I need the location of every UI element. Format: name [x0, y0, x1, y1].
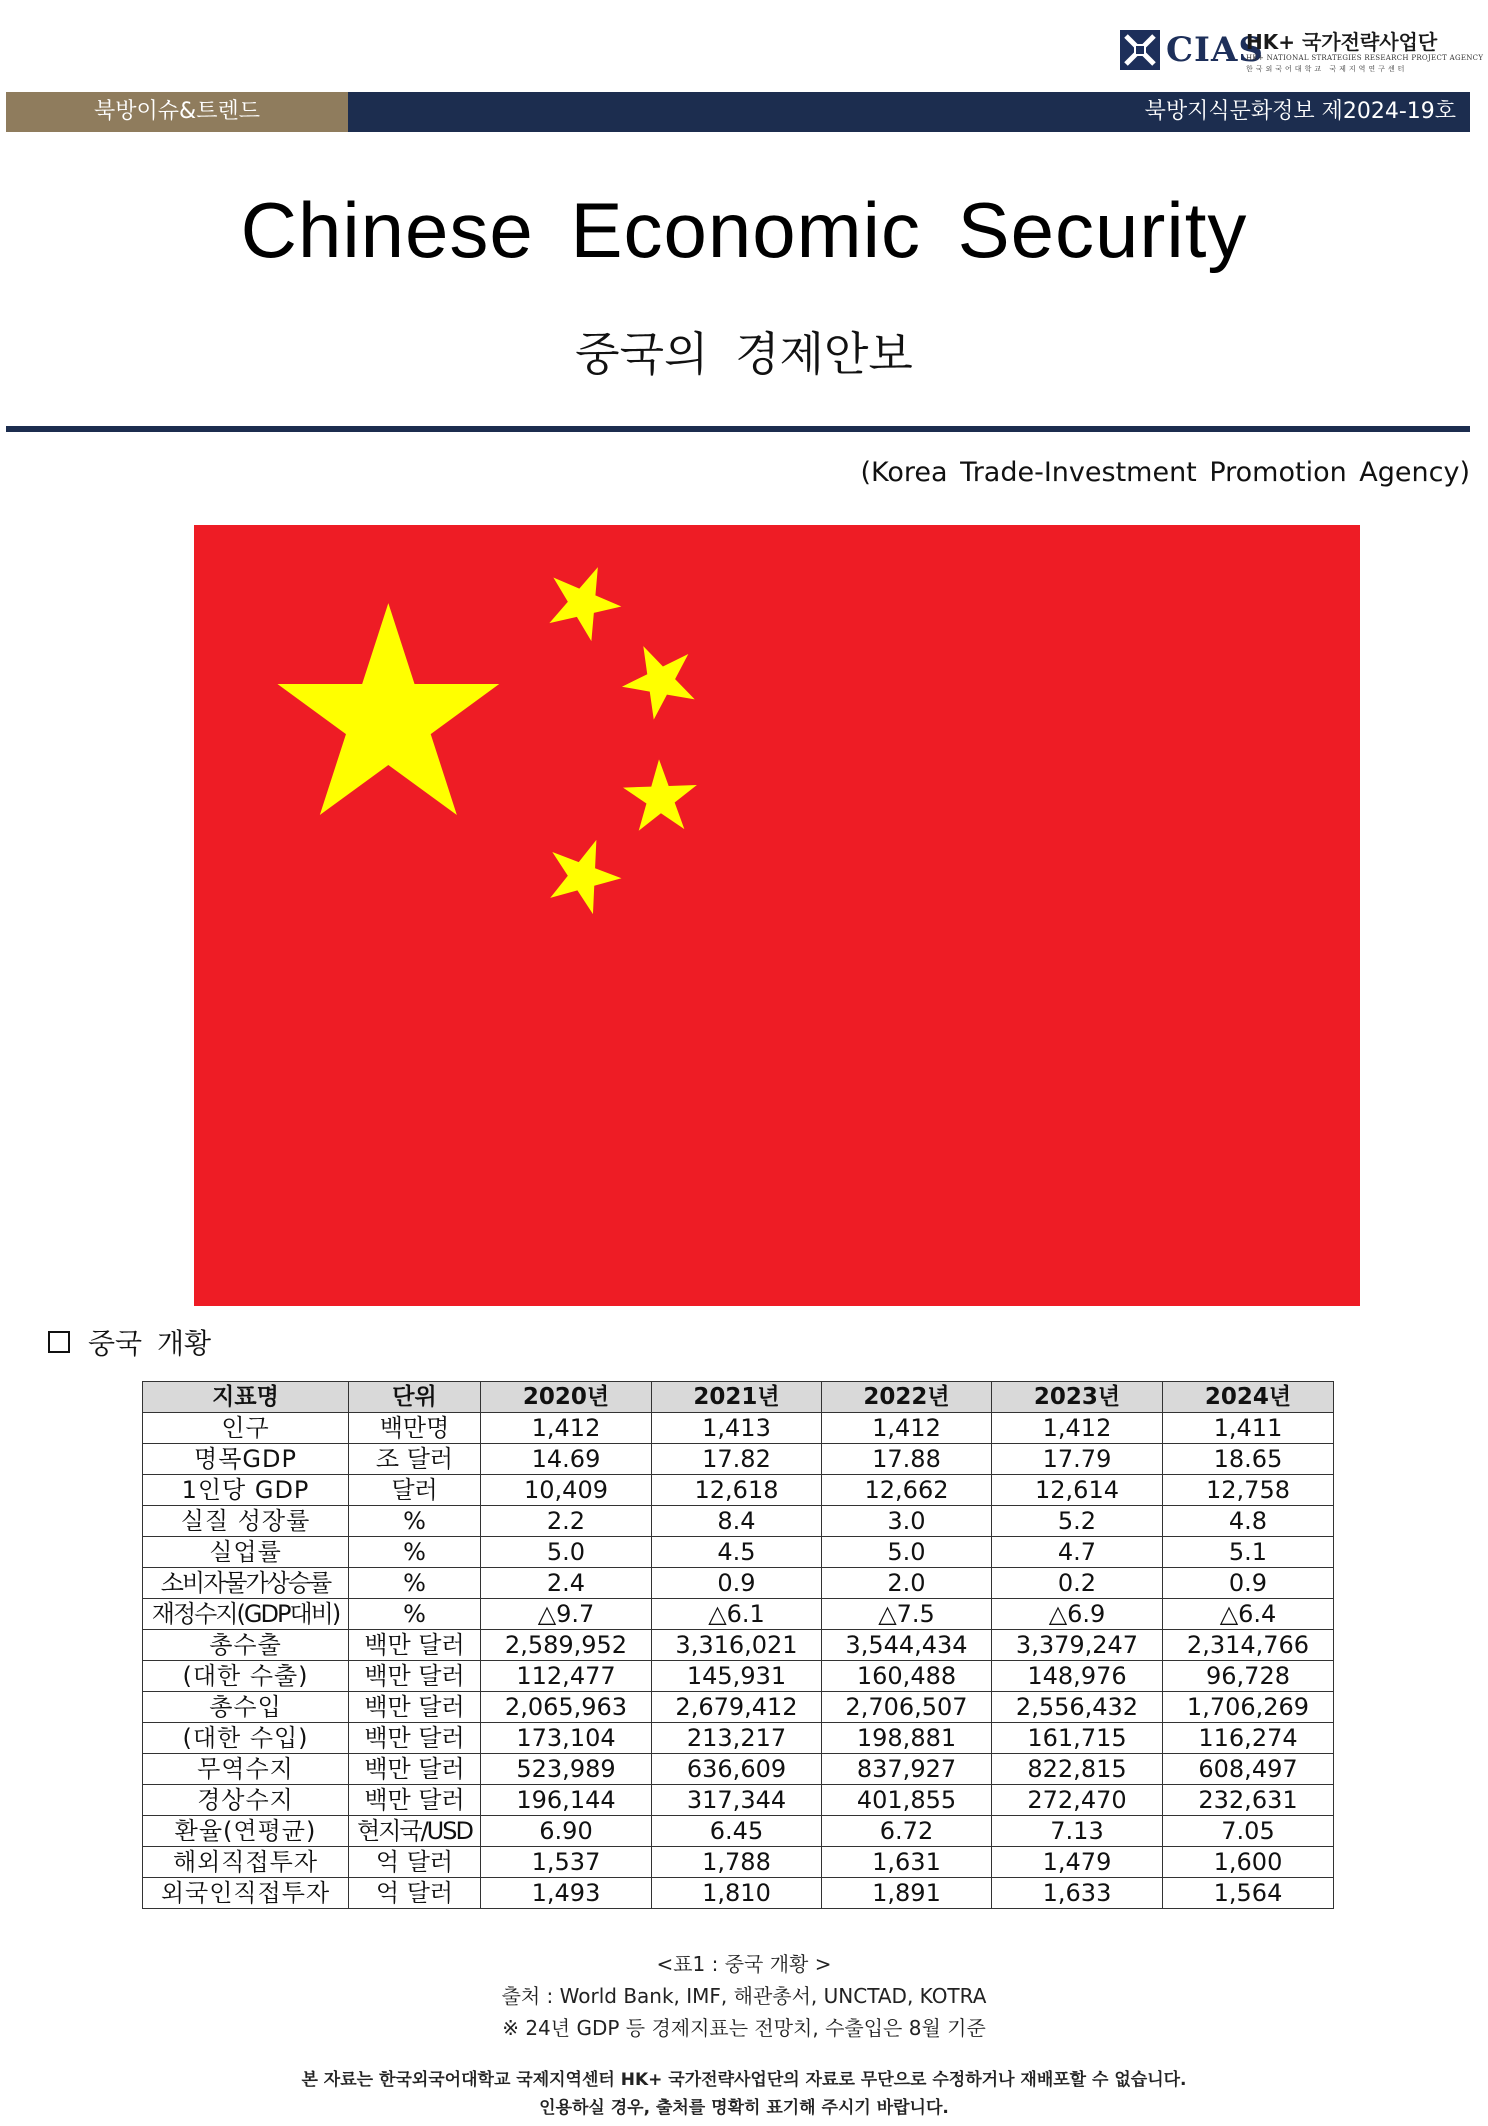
category-label: 북방이슈&트렌드 [6, 92, 348, 132]
table-row [143, 1506, 1334, 1537]
value-cell: 2,589,952 [481, 1630, 652, 1661]
value-cell: 213,217 [652, 1723, 822, 1754]
value-cell: 608,497 [1163, 1754, 1334, 1785]
section-title: 중국 개황 [88, 1327, 212, 1360]
value-cell: 1,633 [992, 1878, 1163, 1909]
indicator-name-cell: (대한 수입) [143, 1723, 349, 1754]
value-cell: 4.7 [992, 1537, 1163, 1568]
value-cell: 0.9 [1163, 1568, 1334, 1599]
indicator-name-cell: 경상수지 [143, 1785, 349, 1816]
value-cell: 173,104 [481, 1723, 652, 1754]
value-cell: 1,706,269 [1163, 1692, 1334, 1723]
unit-cell: % [349, 1568, 481, 1599]
table-row [143, 1661, 1334, 1692]
value-cell: 1,493 [481, 1878, 652, 1909]
indicator-name-cell: 외국인직접투자 [143, 1878, 349, 1909]
value-cell: 2.2 [481, 1506, 652, 1537]
unit-cell: % [349, 1537, 481, 1568]
unit-cell: 달러 [349, 1475, 481, 1506]
column-header: 2023년 [992, 1382, 1163, 1413]
value-cell: 14.69 [481, 1444, 652, 1475]
cias-logo [1118, 24, 1484, 76]
indicator-name-cell: 명목GDP [143, 1444, 349, 1475]
value-cell: 3.0 [822, 1506, 992, 1537]
value-cell: 2,314,766 [1163, 1630, 1334, 1661]
value-cell: 10,409 [481, 1475, 652, 1506]
unit-cell: 백만 달러 [349, 1723, 481, 1754]
logo-subtitle-en: HK+ NATIONAL STRATEGIES RESEARCH PROJECT AGENCY [1246, 54, 1484, 62]
value-cell: 0.2 [992, 1568, 1163, 1599]
value-cell: 232,631 [1163, 1785, 1334, 1816]
unit-cell: 백만명 [349, 1413, 481, 1444]
value-cell: 18.65 [1163, 1444, 1334, 1475]
value-cell: △6.9 [992, 1599, 1163, 1630]
unit-cell: 현지국/USD [349, 1816, 481, 1847]
value-cell: 3,379,247 [992, 1630, 1163, 1661]
unit-cell: 조 달러 [349, 1444, 481, 1475]
value-cell: 636,609 [652, 1754, 822, 1785]
table-body [143, 1413, 1334, 1909]
logo-subtitle-ko: 한국외국어대학교 국제지역연구센터 [1246, 65, 1408, 73]
column-header: 2024년 [1163, 1382, 1334, 1413]
indicator-name-cell: 총수입 [143, 1692, 349, 1723]
value-cell: 401,855 [822, 1785, 992, 1816]
value-cell: △6.1 [652, 1599, 822, 1630]
value-cell: 822,815 [992, 1754, 1163, 1785]
unit-cell: % [349, 1599, 481, 1630]
table-row [143, 1537, 1334, 1568]
value-cell: 4.5 [652, 1537, 822, 1568]
value-cell: 17.79 [992, 1444, 1163, 1475]
table-row [143, 1754, 1334, 1785]
value-cell: 1,631 [822, 1847, 992, 1878]
unit-cell: 억 달러 [349, 1847, 481, 1878]
value-cell: 5.0 [481, 1537, 652, 1568]
table-row [143, 1413, 1334, 1444]
table-row [143, 1785, 1334, 1816]
value-cell: 317,344 [652, 1785, 822, 1816]
value-cell: 1,600 [1163, 1847, 1334, 1878]
table-row [143, 1847, 1334, 1878]
table-row [143, 1599, 1334, 1630]
table-source: 출처 : World Bank, IMF, 해관총서, UNCTAD, KOTRA [501, 1984, 987, 2008]
value-cell: 1,891 [822, 1878, 992, 1909]
table-caption: <표1 : 중국 개황 > [656, 1952, 832, 1976]
indicator-name-cell: 실업률 [143, 1537, 349, 1568]
value-cell: 5.0 [822, 1537, 992, 1568]
value-cell: △7.5 [822, 1599, 992, 1630]
unit-cell: % [349, 1506, 481, 1537]
value-cell: 12,618 [652, 1475, 822, 1506]
value-cell: 161,715 [992, 1723, 1163, 1754]
flag-red-field [194, 525, 1360, 1306]
value-cell: 4.8 [1163, 1506, 1334, 1537]
column-header: 2020년 [481, 1382, 652, 1413]
unit-cell: 억 달러 [349, 1878, 481, 1909]
source-tag: (Korea Trade-Investment Promotion Agency) [860, 457, 1470, 488]
value-cell: 198,881 [822, 1723, 992, 1754]
unit-cell: 백만 달러 [349, 1661, 481, 1692]
indicator-name-cell: 실질 성장률 [143, 1506, 349, 1537]
page-subtitle: 중국의 경제안보 [575, 327, 913, 381]
table-row [143, 1723, 1334, 1754]
value-cell: 160,488 [822, 1661, 992, 1692]
value-cell: 17.82 [652, 1444, 822, 1475]
indicator-name-cell: 무역수지 [143, 1754, 349, 1785]
value-cell: 1,412 [481, 1413, 652, 1444]
header-bar [6, 92, 1470, 132]
value-cell: 5.2 [992, 1506, 1163, 1537]
value-cell: △9.7 [481, 1599, 652, 1630]
value-cell: 12,758 [1163, 1475, 1334, 1506]
value-cell: 2,556,432 [992, 1692, 1163, 1723]
value-cell: 6.90 [481, 1816, 652, 1847]
indicator-name-cell: 총수출 [143, 1630, 349, 1661]
indicator-name-cell: 소비자물가상승률 [143, 1568, 349, 1599]
logo-agency-name: HK+ 국가전략사업단 [1246, 30, 1438, 54]
value-cell: 116,274 [1163, 1723, 1334, 1754]
value-cell: 1,810 [652, 1878, 822, 1909]
value-cell: 1,479 [992, 1847, 1163, 1878]
value-cell: 523,989 [481, 1754, 652, 1785]
issue-number: 북방지식문화정보 제2024-19호 [1144, 99, 1456, 124]
copyright-notice: 본 자료는 한국외국어대학교 국제지역센터 HK+ 국가전략사업단의 자료로 무단으로 수정하거나 재배포할 수 없습니다. [301, 2070, 1187, 2090]
unit-cell: 백만 달러 [349, 1785, 481, 1816]
value-cell: 1,564 [1163, 1878, 1334, 1909]
table-header-row [143, 1382, 1334, 1413]
value-cell: 12,614 [992, 1475, 1163, 1506]
value-cell: 7.05 [1163, 1816, 1334, 1847]
china-flag-image [194, 525, 1360, 1306]
section-heading [48, 1322, 211, 1362]
value-cell: 2,706,507 [822, 1692, 992, 1723]
table-row [143, 1630, 1334, 1661]
value-cell: 2,065,963 [481, 1692, 652, 1723]
value-cell: 6.45 [652, 1816, 822, 1847]
column-header: 단위 [349, 1382, 481, 1413]
column-header: 2021년 [652, 1382, 822, 1413]
value-cell: 7.13 [992, 1816, 1163, 1847]
cias-emblem-icon [1118, 28, 1162, 72]
value-cell: 6.72 [822, 1816, 992, 1847]
unit-cell: 백만 달러 [349, 1754, 481, 1785]
page-title: Chinese Economic Security [240, 186, 1248, 274]
value-cell: 17.88 [822, 1444, 992, 1475]
checkbox-bullet-icon [48, 1331, 70, 1353]
value-cell: 96,728 [1163, 1661, 1334, 1692]
value-cell: 2.4 [481, 1568, 652, 1599]
value-cell: 3,544,434 [822, 1630, 992, 1661]
value-cell: 1,537 [481, 1847, 652, 1878]
indicator-name-cell: 1인당 GDP [143, 1475, 349, 1506]
value-cell: 1,788 [652, 1847, 822, 1878]
citation-notice: 인용하실 경우, 출처를 명확히 표기해 주시기 바랍니다. [539, 2098, 949, 2118]
value-cell: 272,470 [992, 1785, 1163, 1816]
unit-cell: 백만 달러 [349, 1630, 481, 1661]
value-cell: 837,927 [822, 1754, 992, 1785]
column-header: 2022년 [822, 1382, 992, 1413]
column-header: 지표명 [143, 1382, 349, 1413]
indicator-name-cell: (대한 수출) [143, 1661, 349, 1692]
indicator-name-cell: 환율(연평균) [143, 1816, 349, 1847]
value-cell: 12,662 [822, 1475, 992, 1506]
indicator-name-cell: 재정수지(GDP대비) [143, 1599, 349, 1630]
table-row [143, 1444, 1334, 1475]
value-cell: 145,931 [652, 1661, 822, 1692]
table-row [143, 1692, 1334, 1723]
value-cell: 2.0 [822, 1568, 992, 1599]
value-cell: 148,976 [992, 1661, 1163, 1692]
value-cell: 1,411 [1163, 1413, 1334, 1444]
indicator-name-cell: 해외직접투자 [143, 1847, 349, 1878]
table-row [143, 1568, 1334, 1599]
table-row [143, 1475, 1334, 1506]
value-cell: 112,477 [481, 1661, 652, 1692]
value-cell: 3,316,021 [652, 1630, 822, 1661]
value-cell: 8.4 [652, 1506, 822, 1537]
value-cell: 1,412 [992, 1413, 1163, 1444]
value-cell: 2,679,412 [652, 1692, 822, 1723]
indicator-name-cell: 인구 [143, 1413, 349, 1444]
table-row [143, 1878, 1334, 1909]
table-row [143, 1816, 1334, 1847]
logo-wordmark: CIAS [1166, 30, 1264, 70]
title-divider [6, 426, 1470, 432]
china-overview-table [142, 1381, 1334, 1909]
table-note: ※ 24년 GDP 등 경제지표는 전망치, 수출입은 8월 기준 [502, 2016, 986, 2040]
value-cell: 5.1 [1163, 1537, 1334, 1568]
value-cell: 196,144 [481, 1785, 652, 1816]
value-cell: 1,413 [652, 1413, 822, 1444]
unit-cell: 백만 달러 [349, 1692, 481, 1723]
value-cell: 1,412 [822, 1413, 992, 1444]
value-cell: △6.4 [1163, 1599, 1334, 1630]
value-cell: 0.9 [652, 1568, 822, 1599]
